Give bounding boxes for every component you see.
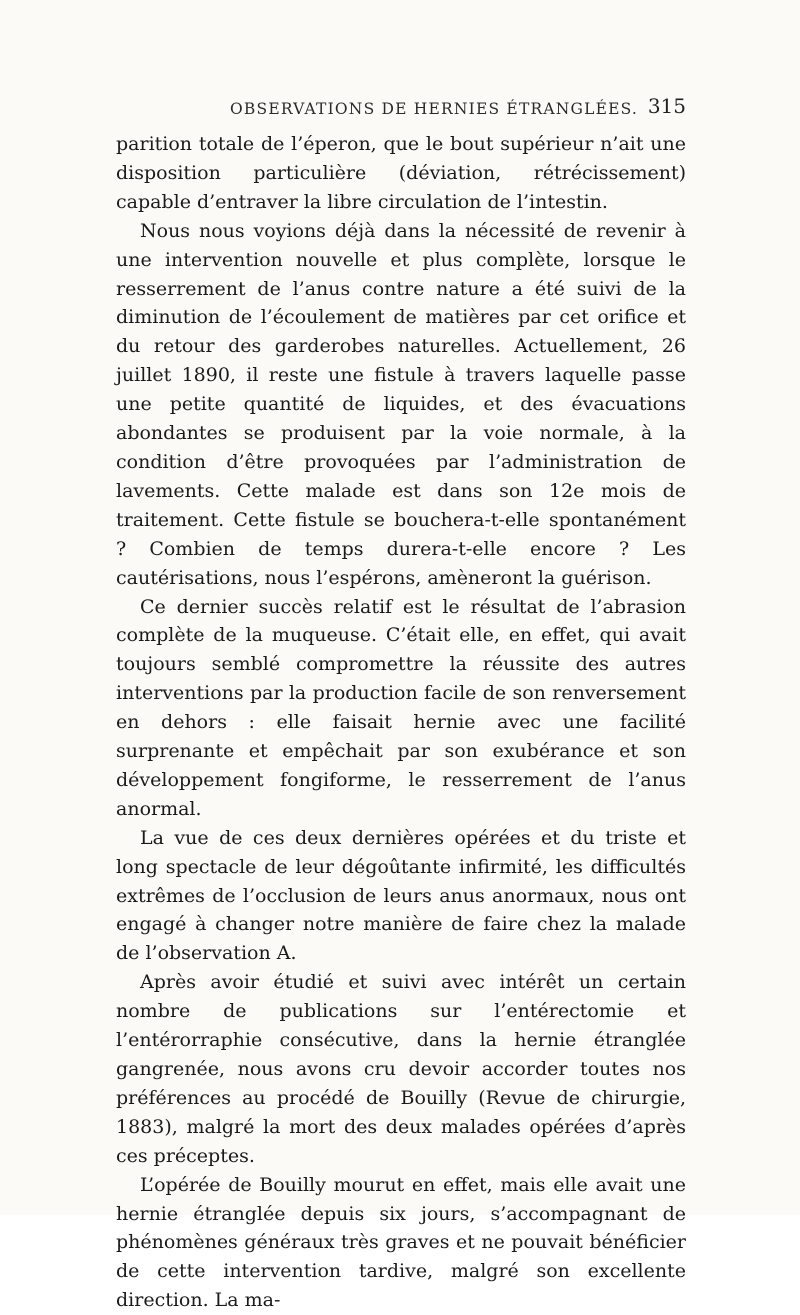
running-head: [118, 92, 686, 122]
paragraph: L’opérée de Bouilly mourut en effet, mais elle avait une hernie étranglée depuis six jours, s’accompagnant de phénomènes généraux très graves et ne pouvait bénéficier de cette intervention tardive, malgré son excellente direction. La ma-: [116, 1173, 686, 1312]
page-number: 315: [647, 94, 686, 118]
paragraph: Nous nous voyions déjà dans la nécessité de revenir à une intervention nouvelle et plus complète, lorsque le resserrement de l’anus contre nature a été suivi de la diminution de l’écoulement de matières par cet orifice et du retour des garderobes naturelles. Actuellement, 26 juillet 1890, il reste une fistule à travers laquelle passe une petite quantité de liquides, et des évacuations abondantes se produisent par la voie normale, à la condition d’être provoquées par l’administration de lavements. Cette malade est dans son 12e mois de traitement. Cette fistule se bouchera-t-elle spontanément ? Combien de temps durera-t-elle encore ? Les cautérisations, nous l’espérons, amèneront la guérison.: [116, 219, 686, 589]
paragraph: La vue de ces deux dernières opérées et du triste et long spectacle de leur dégoûtante infirmité, les difficultés extrêmes de l’occlusion de leurs anus anormaux, nous ont engagé à changer notre manière de faire chez la malade de l’observation A.: [116, 826, 686, 965]
paragraph: Ce dernier succès relatif est le résultat de l’abrasion complète de la muqueuse. C’était elle, en effet, qui avait toujours semblé compromettre la réussite des autres interventions par la production facile de son renversement en dehors : elle faisait hernie avec une facilité surprenante et empêchait par son exubérance et son développement fongiforme, le resserrement de l’anus anormal.: [116, 595, 686, 820]
body-text: [116, 130, 686, 1315]
running-title: OBSERVATIONS DE HERNIES ÉTRANGLÉES.: [230, 100, 639, 118]
paragraph-continued: parition totale de l’éperon, que le bout supérieur n’ait une disposition particulière (déviation, rétrécissement) capable d’entraver la libre circulation de l’intestin.: [116, 133, 686, 213]
paragraph: Après avoir étudié et suivi avec intérêt un certain nombre de publications sur l’entérectomie et l’entérorraphie consécutive, dans la hernie étranglée gangrenée, nous avons cru devoir accorder toutes nos préférences au procédé de Bouilly (Revue de chirurgie, 1883), malgré la mort des deux malades opérées d’après ces préceptes.: [116, 971, 686, 1167]
